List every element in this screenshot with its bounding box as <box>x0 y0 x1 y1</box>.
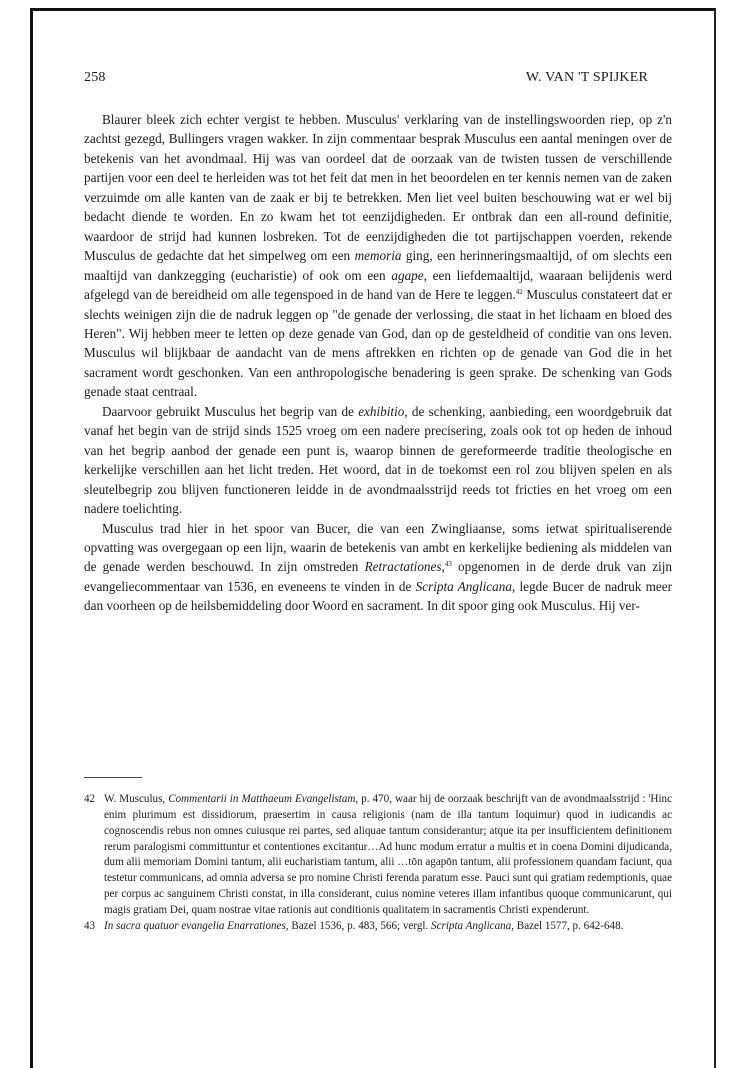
footnotes <box>84 792 672 935</box>
paragraph-2 <box>84 402 672 519</box>
p3-comma: , <box>441 559 445 575</box>
p3-italic-scripta: Scripta Anglicana <box>415 578 512 594</box>
fn42-text-b: , p. 470, waar hij de oorzaak beschrijft van de avondmaalsstrijd : 'Hinc enim plurimum est dissidiorum, praesertim in causa religionis (nam de illa tantum loquimur) quod in iudicandis ac cognoscendis rebus non omnes cuiusque rei partes, sed aliquae tantum considerantur; atque ita per insufficientem definitionem rerum paralogismi committuntur et contentiones excitantur…Ad hunc modum erratur a multis et in coena Domini dijudicanda, dum alii memoriam Domini tantum, alii eucharistiam tantum, alii …tōn agapōn tantum, alii professionem quandam faciunt, qua testetur communicans, ad omnia adversa se pro nomine Christi ferenda paratum esse. Pauci sunt qui gratiam redemptionis, quae per corpus ac sanguinem Christi constat, in illa considerant, cuius nomine veteres illam infantibus quoque communicarunt, qui magis gratiam Dei, quam nostrae vitae rationis aut conditionis qualitatem in sacramentis Christi expenderunt. <box>104 793 672 916</box>
fn43-italic-title: In sacra quatuor evangelia Enarrationes <box>104 919 286 932</box>
fn43-italic-scripta: Scripta Anglicana <box>431 919 512 932</box>
p3-text-b: opgenomen in de derde druk van zijn evangeliecommentaar van 1536, en eveneens te vinden in de <box>84 559 672 594</box>
fn42-text-a: W. Musculus, <box>104 793 169 805</box>
p3-text-c: , legde Bucer de nadruk meer dan voorheen op de heilsbemiddeling door Woord en sacrament. In dit spoor ging ook Musculus. Hij ver- <box>84 578 673 614</box>
footnote-43 <box>84 919 672 935</box>
main-text <box>84 110 672 616</box>
footnote-43-number: 43 <box>84 919 96 932</box>
page-number: 258 <box>84 70 106 85</box>
fn42-italic-title: Commentarii in Matthaeum Evangelistam <box>168 793 356 805</box>
p1-italic-memoria: memoria <box>354 248 402 264</box>
p1-text-a: Blaurer bleek zich echter vergist te hebben. Musculus' verklaring van de instellingswoorden riep, op z'n zachtst gezegd, Bullingers vragen wakker. In zijn commentaar besprak Musculus een aantal meningen over de betekenis van het avondmaal. Hij was van oordeel dat de oorzaak van de twisten tussen de verschillende partijen voor een deel te herleiden was tot het feit dat men in het beoordelen en ter kennis nemen van de zaken verzuimde om alle kanten van de zaak er bij te betrekken. Men liet veel buiten beschouwing wat er wel bij bedacht diende te worden. En zo kwam het tot eenzijdigheden. Er ontbrak dan een all-round definitie, waardoor de strijd had kunnen losbreken. Tot de eenzijdigheden die tot partijschappen voerden, rekende Musculus de gedachte dat het simpelweg om een <box>84 112 672 264</box>
p1-italic-agape: agape <box>391 267 424 283</box>
paragraph-3 <box>84 519 672 616</box>
p2-text-b: , de schenking, aanbieding, een woordgebruik dat vanaf het begin van de strijd sinds 1525 vroeg om een nadere precisering, zoals ook tot op heden de inhoud van het begrip aanbod der genade een punt is, waarop binnen de gereformeerde traditie theologische en kerkelijke verschillen aan het licht treden. Het woord, dat in de toekomst een rol zou blijven spelen en als sleutelbegrip zou blijven functioneren leidde in de avondmaalsstrijd reeds tot fricties en het vroeg om een nadere toelichting. <box>84 403 672 517</box>
footnote-ref-43[interactable]: 43 <box>444 560 452 569</box>
p1-text-d: Musculus constateert dat er slechts weinigen zijn die de nadruk leggen op "de genade der verlossing, die staat in het lichaam en bloed des Heren". Wij hebben meer te letten op deze genade van God, dan op de gesteldheid of conditie van ons leven. Musculus wil blijkbaar de aandacht van de mens aftrekken en richten op de genade van God die in het sacrament wordt geschonken. Van een anthropologische benadering is geen sprake. De schenking van Gods genade staat centraal. <box>84 287 672 400</box>
p1-text-c: , een liefdemaaltijd, waaraan belijdenis werd afgelegd van de bereidheid om alle tegenspoed in de hand van de Here te leggen. <box>84 267 672 303</box>
footnote-42 <box>84 792 672 919</box>
p1-text-b: ging, een herinneringsmaaltijd, of om slechts een maaltijd van dankzegging (eucharistie) of ook om een <box>84 248 673 283</box>
scan-border-top <box>30 8 716 11</box>
running-head-author: W. VAN 'T SPIJKER <box>525 70 648 85</box>
scan-border-left <box>30 8 33 1068</box>
p3-text-a: Musculus trad hier in het spoor van Bucer, die van een Zwingliaanse, soms ietwat spiritualiserende opvatting was overgegaan op een lijn, waarin de betekenis van ambt en kerkelijke bediening als middelen van de genade werden beschouwd. In zijn omstreden <box>84 520 672 575</box>
running-header <box>84 70 648 86</box>
p2-italic-exhibitio: exhibitio <box>358 403 405 419</box>
footnote-42-number: 42 <box>84 793 96 805</box>
fn43-text-b: , Bazel 1577, p. 642-648. <box>511 919 624 932</box>
paragraph-1 <box>84 110 672 402</box>
footnote-separator <box>84 777 142 778</box>
footnote-ref-42[interactable]: 42 <box>515 288 523 297</box>
p2-text-a: Daarvoor gebruikt Musculus het begrip van de <box>102 403 359 419</box>
scan-border-right <box>714 8 716 1068</box>
p3-italic-retractationes: Retractationes <box>364 559 442 575</box>
fn43-text-a: , Bazel 1536, p. 483, 566; vergl. <box>285 919 432 932</box>
